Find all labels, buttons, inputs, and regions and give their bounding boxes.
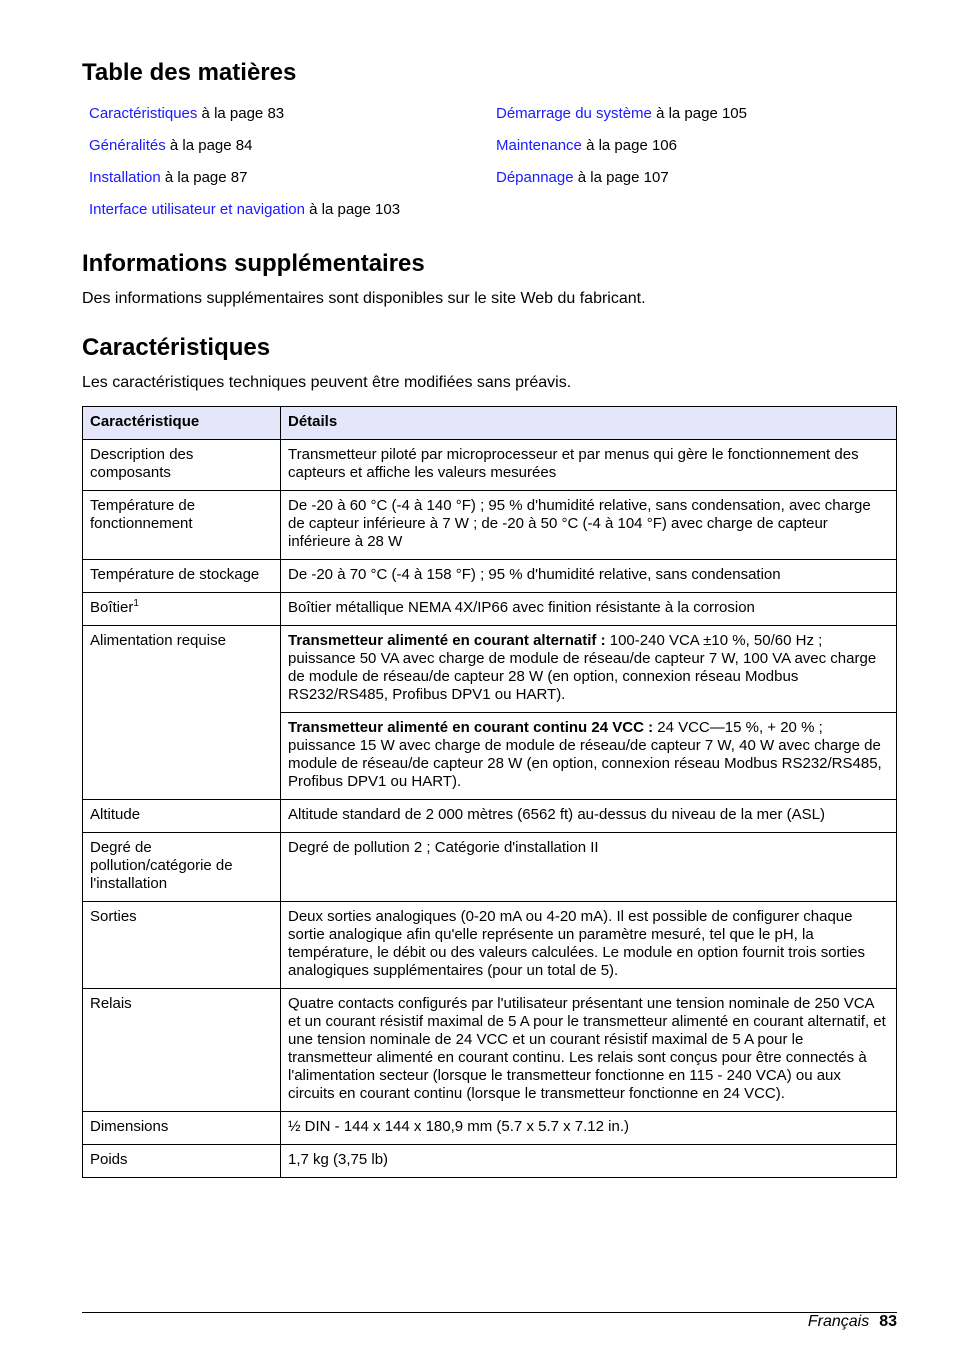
spec-key: Relais xyxy=(83,989,281,1112)
table-header-row xyxy=(83,407,897,440)
spec-key: Alimentation requise xyxy=(83,626,281,800)
spec-key: Degré de pollution/catégorie de l'installation xyxy=(83,833,281,902)
spec-value: Quatre contacts configurés par l'utilisateur présentant une tension nominale de 250 VCA et un courant résistif maximal de 5 A pour le transmetteur alimenté en courant alternatif, et une tension nominale de 24 VCC et un courant résistif maximal de 5 A pour le transmetteur alimenté en courant continu. Les relais sont conçus pour être connectés à l'alimentation secteur (lorsque le transmetteur fonctionne en 115 - 240 VCA) ou aux circuits en courant continu (lorsque le transmetteur fonctionne en 24 VCC). xyxy=(281,989,897,1112)
spec-value-ac xyxy=(281,626,897,713)
table-row xyxy=(83,989,897,1112)
toc-link-depannage[interactable]: Dépannage xyxy=(496,169,574,186)
table-row xyxy=(83,560,897,593)
toc-item xyxy=(89,104,400,136)
toc-right-column xyxy=(496,104,747,200)
info-text: Des informations supplémentaires sont disponibles sur le site Web du fabricant. xyxy=(82,290,646,307)
spec-value: De -20 à 70 °C (-4 à 158 °F) ; 95 % d'humidité relative, sans condensation xyxy=(281,560,897,593)
toc-page-ref: à la page 87 xyxy=(160,169,248,186)
toc-page-ref: à la page 106 xyxy=(581,137,677,154)
table-row xyxy=(83,626,897,713)
specs-table xyxy=(82,406,897,1178)
specs-intro: Les caractéristiques techniques peuvent être modifiées sans préavis. xyxy=(82,374,572,391)
toc-item xyxy=(89,168,400,200)
spec-key: Altitude xyxy=(83,800,281,833)
toc-page-ref: à la page 84 xyxy=(165,137,253,154)
spec-key-text: Boîtier xyxy=(90,599,134,616)
toc-title: Table des matières xyxy=(82,59,297,86)
page-number: 83 xyxy=(879,1313,897,1330)
table-row xyxy=(83,440,897,491)
footer-divider xyxy=(82,1312,897,1313)
info-title: Informations supplémentaires xyxy=(82,250,425,277)
toc-left-column xyxy=(89,104,400,232)
spec-key: Poids xyxy=(83,1145,281,1178)
spec-key xyxy=(83,593,281,626)
toc-page-ref: à la page 107 xyxy=(573,169,669,186)
table-row xyxy=(83,902,897,989)
spec-key: Température de fonctionnement xyxy=(83,491,281,560)
spec-key: Température de stockage xyxy=(83,560,281,593)
page-footer xyxy=(808,1313,897,1331)
spec-value-ac-label: Transmetteur alimenté en courant alternatif : xyxy=(288,632,606,649)
spec-value: ½ DIN - 144 x 144 x 180,9 mm (5.7 x 5.7 x 7.12 in.) xyxy=(281,1112,897,1145)
spec-value: Boîtier métallique NEMA 4X/IP66 avec finition résistante à la corrosion xyxy=(281,593,897,626)
spec-value-dc xyxy=(281,713,897,800)
spec-key: Dimensions xyxy=(83,1112,281,1145)
spec-value-dc-label: Transmetteur alimenté en courant continu 24 VCC : xyxy=(288,719,654,736)
spec-value-ac-text: 100-240 VCA ±10 %, 50/60 Hz ; puissance 50 VA avec charge de module de réseau/de capteur 7 W, 100 VA avec charge de module de réseau/de capteur 28 W (en option, connexion réseau Modbus RS232/RS485, Profibus DPV1 ou HART). xyxy=(288,632,877,703)
toc-link-generalites[interactable]: Généralités xyxy=(89,137,166,154)
table-row xyxy=(83,1112,897,1145)
table-row xyxy=(83,491,897,560)
spec-value: Deux sorties analogiques (0-20 mA ou 4-20 mA). Il est possible de configurer chaque sortie analogique afin qu'elle représente un paramètre mesuré, tel que le pH, la température, le débit ou des valeurs calculées. Le module en option fournit trois sorties analogiques supplémentaires (pour un total de 5). xyxy=(281,902,897,989)
spec-key: Sorties xyxy=(83,902,281,989)
table-row xyxy=(83,833,897,902)
spec-value: Transmetteur piloté par microprocesseur et par menus qui gère le fonctionnement des capteurs et affiche les valeurs mesurées xyxy=(281,440,897,491)
spec-key: Description des composants xyxy=(83,440,281,491)
table-row xyxy=(83,1145,897,1178)
toc-item xyxy=(496,104,747,136)
specs-title: Caractéristiques xyxy=(82,334,271,361)
toc-link-installation[interactable]: Installation xyxy=(89,169,161,186)
table-row xyxy=(83,593,897,626)
footer-language: Français xyxy=(807,1313,870,1330)
toc-link-demarrage[interactable]: Démarrage du système xyxy=(496,105,652,122)
toc-page-ref: à la page 83 xyxy=(197,105,285,122)
spec-value-dc-text: 24 VCC—15 %, + 20 % ; puissance 15 W avec charge de module de réseau/de capteur 7 W, 40 W avec charge de module de réseau/de capteur 28 W (en option, connexion réseau Modbus RS232/RS485, Profibus DPV1 ou HART). xyxy=(288,719,882,790)
toc-item xyxy=(496,168,747,200)
spec-value: Altitude standard de 2 000 mètres (6562 ft) au-dessus du niveau de la mer (ASL) xyxy=(281,800,897,833)
toc-item xyxy=(89,200,400,232)
column-header-details: Détails xyxy=(281,407,897,440)
column-header-caracteristique: Caractéristique xyxy=(83,407,281,440)
toc-page-ref: à la page 105 xyxy=(651,105,747,122)
footnote-marker[interactable]: 1 xyxy=(133,598,139,609)
spec-value: Degré de pollution 2 ; Catégorie d'installation II xyxy=(281,833,897,902)
toc-link-caracteristiques[interactable]: Caractéristiques xyxy=(89,105,198,122)
toc-link-maintenance[interactable]: Maintenance xyxy=(496,137,582,154)
toc-item xyxy=(496,136,747,168)
toc-item xyxy=(89,136,400,168)
spec-value: 1,7 kg (3,75 lb) xyxy=(281,1145,897,1178)
spec-value: De -20 à 60 °C (-4 à 140 °F) ; 95 % d'humidité relative, sans condensation, avec charge de capteur inférieure à 7 W ; de -20 à 50 °C (-4 à 104 °F) avec charge de capteur inférieure à 28 W xyxy=(281,491,897,560)
toc-link-interface[interactable]: Interface utilisateur et navigation xyxy=(89,201,305,218)
table-row xyxy=(83,800,897,833)
toc-page-ref: à la page 103 xyxy=(304,201,401,218)
